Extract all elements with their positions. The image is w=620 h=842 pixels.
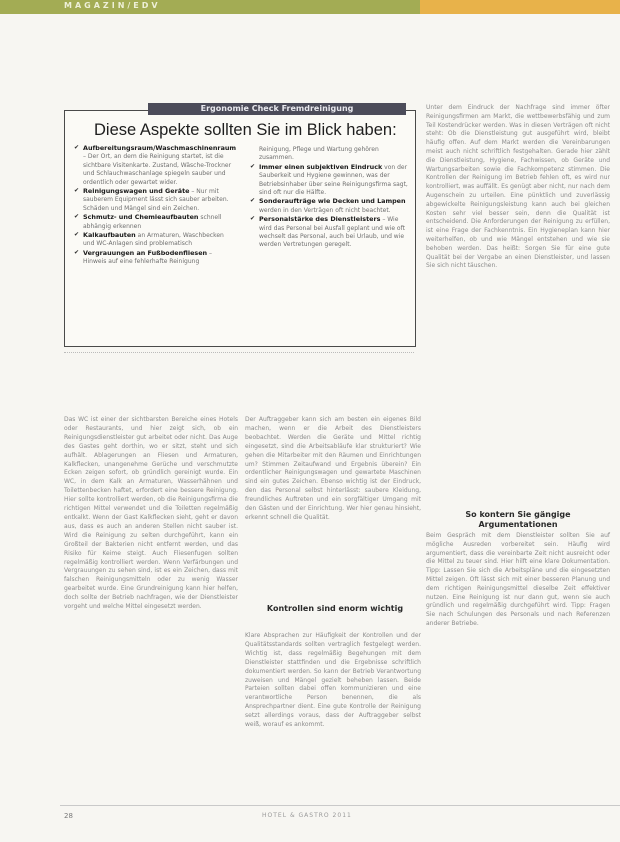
checklist-title: Diese Aspekte sollten Sie im Blick haben: — [94, 121, 397, 139]
checklist-left-column — [74, 144, 236, 267]
body-column-2-lower: Klare Absprachen zur Häufigkeit der Kontrollen und der Qualitätsstandards sollten vertraglich festgelegt werden. Wichtig ist, dass regelmäßig Begehungen mit dem Dienstleister stattfinden und die Ergebnisse schriftlich dokumentiert werden. So kann der Betrieb Verantwortung zuweisen und Mängel gezielt beheben lassen. Beide Parteien sollten dabei offen kommunizieren und eine verantwortliche Person benennen, die als Ansprechpartner dient. Eine gute Kontrolle der Reinigung setzt allerdings voraus, dass der Auftraggeber selbst weiß, worauf es ankommt. — [245, 632, 421, 729]
right-column-top-text: Unter dem Eindruck der Nachfrage sind immer öfter Reinigungsfirmen am Markt, die wettbewerbsfähig und zum Teil Kostendrücker werden. Was in diesen Verträgen oft nicht steht: Ob die Dienstleistung gut ausgeführt wird, bleibt häufig offen. Auf dem Markt werden die Vereinbarungen meist auch nicht schriftlich festgehalten. Gerade hier zählt die Dienstleistung, Hygiene, Fachwissen, ob Geräte und Wartungsarbeiten sowie die Fachkompetenz stimmen. Die Kontrollen der Reinigung im Betrieb fehlen oft, es wird nur kontrolliert, was auffällt. Es genügt aber nicht, nur nach dem Augenschein zu urteilen. Eine pünktlich und zuverlässig abgewickelte Reinigungsleistung kann auch bei gleichen Kosten sehr viel besser sein, denn die Qualität ist entscheidend. Die Anforderungen der Reinigung zu erfüllen, ist eine Frage der Fachkenntnis. Ein Hygieneplan kann hier weiterhelfen, ob und wie Mängel entstehen und wie sie behoben werden. Das heißt: Sorgen Sie für eine gute Qualität bei der Vergabe an einen Dienstleister, und lassen Sie sich nicht täuschen. — [426, 104, 610, 270]
checklist-item: ✔ Kalkaufbauten an Armaturen, Waschbecken und WC-Anlagen sind problematisch — [74, 231, 236, 249]
body-column-3-lower: Beim Gespräch mit dem Dienstleister sollten Sie auf mögliche Ausreden vorbereitet sein. Häufig wird argumentiert, dass die vereinbarte Zeit nicht ausreicht oder die Mittel zu teuer sind. Hier hilft eine klare Dokumentation. Tipp: Lassen Sie sich die Arbeitspläne und die eingesetzten Mittel zeigen. Oft lässt sich mit einer besseren Planung und dem richtigen Reinigungsmittel dieselbe Zeit effektiver nutzen. Eine Reinigung ist nur dann gut, wenn sie auch gründlich und regelmäßig durchgeführt wird. Tipp: Fragen Sie nach Schulungen des Personals und nach Referenzen anderer Betriebe. — [426, 532, 610, 627]
checklist-item: ✔ Personalstärke des Dienstleisters – Wie wird das Personal bei Ausfall geplant und wie oft wechselt das Personal, auch bei Urlaub, und wie werden Vertretungen geregelt. — [250, 215, 410, 250]
body-column-1: Das WC ist einer der sichtbarsten Bereiche eines Hotels oder Restaurants, und hier zeigt sich, ob ein Reinigungsdienstleister gut arbeitet oder nicht. Das Auge des Gastes geht dorthin, wo er sitzt, steht und sich aufhält. Ablagerungen an Fliesen und Armaturen, Kalkflecken, unangenehme Gerüche und verschmutzte Ecken zeigen sofort, ob gründlich gereinigt wurde. Ein WC, in dem Kalk an Armaturen, Wasserhähnen und Toilettenbecken haftet, erfordert eine bessere Reinigung. Hier sollte kontrolliert werden, ob die Reinigungsfirma die richtigen Mittel verwendet und die Toiletten regelmäßig entkalkt. Wenn der Gast Kalkflecken sieht, geht er davon aus, dass es auch an anderen Stellen nicht sauber ist. Wird die Reinigung zu selten durchgeführt, kann ein Großteil der Bakterien nicht entfernt werden, und das Risiko für Keime steigt. Auch Fliesenfugen sollten regelmäßig kontrolliert werden. Wenn Verfärbungen und Vergrauungen zu sehen sind, ist es ein Zeichen, dass mit falschen Reinigungsmitteln oder zu wenig Wasser gearbeitet wurde. Eine Grundreinigung kann hier helfen, doch sollte der Betrieb nachfragen, wie der Dienstleister vorgeht und welche Mittel eingesetzt werden. — [64, 416, 238, 611]
body-column-2: Der Auftraggeber kann sich am besten ein eigenes Bild machen, wenn er die Arbeit des Dienstleisters beobachtet. Werden die Geräte und Mittel richtig eingesetzt, sind die Arbeitsabläufe klar strukturiert? Wie gehen die Mitarbeiter mit den Räumen und Einrichtungen um? Stimmen Zeitaufwand und Ergebnis überein? Ein ordentlicher Reinigungswagen und gewartete Maschinen sind ein gutes Zeichen. Ebenso wichtig ist der Eindruck, den das Personal selbst hinterlässt: saubere Kleidung, freundliches Auftreten und ein sorgfältiger Umgang mit den Gästen und der Einrichtung. Wer hier genau hinsieht, erkennt schnell die Qualität. — [245, 416, 421, 521]
section-label: MAGAZIN/EDV — [64, 1, 161, 10]
page-number: 28 — [64, 812, 73, 820]
section-bar — [0, 0, 620, 14]
footer-divider — [60, 805, 620, 806]
checklist-item: ✔ Vergrauungen an Fußbodenfliesen – Hinweis auf eine fehlerhafte Reinigung — [74, 249, 236, 267]
subheading-controls: Kontrollen sind enorm wichtig — [266, 604, 404, 613]
checklist-item: ✔ Schmutz- und Chemieaufbauten schnell abhängig erkennen — [74, 213, 236, 231]
checklist-item: ✔ Aufbereitungsraum/Waschmaschinenraum – Der Ort, an dem die Reinigung startet, ist die sichtbare Visitenkarte. Zustand, Wäsche-Trockner und Schlauchwaschanlage spiegeln sauber und ordentlich oder gewartet wider. — [74, 144, 236, 187]
checklist-right-column — [250, 145, 410, 250]
checklist-label: Ergonomie Check Fremdreinigung — [148, 103, 406, 115]
checklist-item: Reinigung, Pflege und Wartung gehören zusammen. — [259, 146, 379, 162]
footer-magazine: HOTEL & GASTRO 2011 — [262, 812, 352, 819]
divider — [64, 352, 414, 353]
checklist-item: ✔ Immer einen subjektiven Eindruck von der Sauberkeit und Hygiene gewinnen, was der Betriebsinhaber über seine Reinigungsfirma sagt, sind oft nur die Hälfte. — [250, 163, 410, 198]
section-bar-accent — [420, 0, 620, 14]
checklist-item: ✔ Sonderaufträge wie Decken und Lampen werden in den Verträgen oft nicht beachtet. — [250, 197, 410, 215]
checklist-item: ✔ Reinigungswagen und Geräte – Nur mit sauberem Equipment lässt sich sauber arbeiten. Schäden und Mängel sind ein Zeichen. — [74, 187, 236, 213]
subheading-arguments: So kontern Sie gängige Argumentationen — [465, 510, 571, 529]
